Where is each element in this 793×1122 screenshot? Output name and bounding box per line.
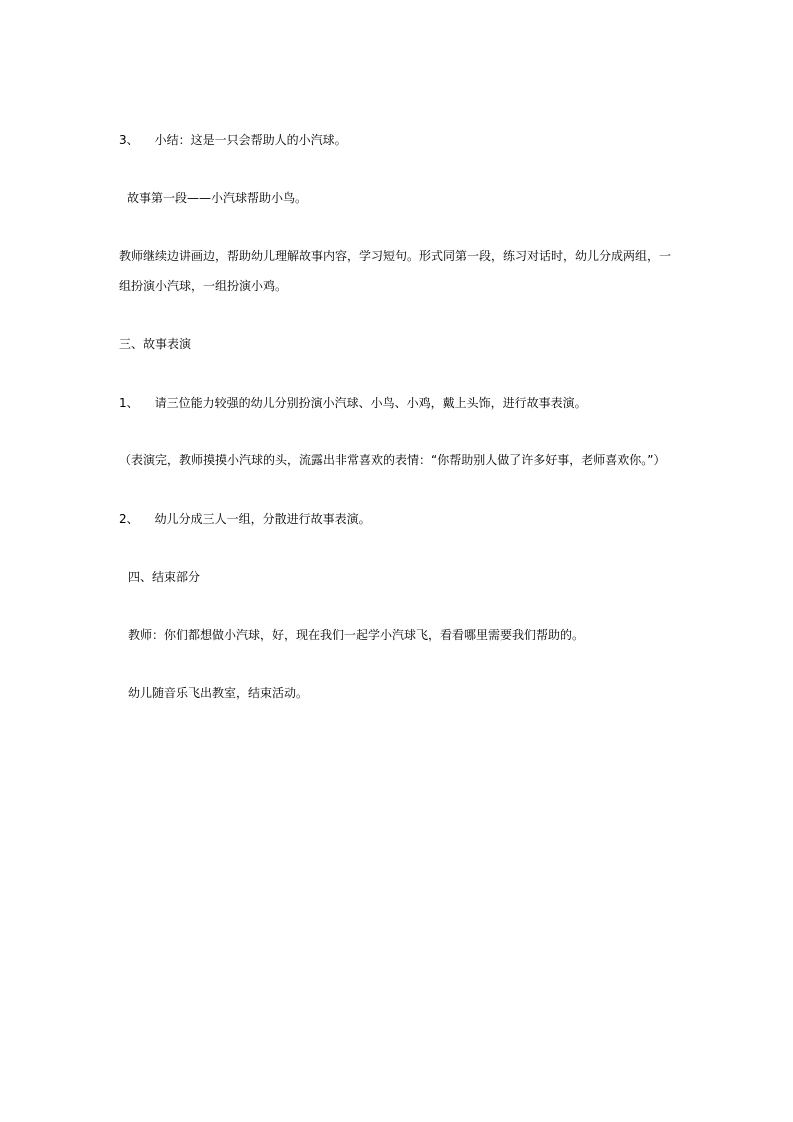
item-text: 请三位能力较强的幼儿分别扮演小汽球、小鸟、小鸡，戴上头饰，进行故事表演。: [154, 396, 587, 410]
item-number: 3、: [119, 133, 139, 147]
item-number: 1、: [119, 396, 139, 410]
paragraph-line: 教师继续边讲画边，帮助幼儿理解故事内容，学习短句。形式同第一段，练习对话时，幼儿分成两组，一: [119, 249, 672, 263]
paragraph-line: 幼儿随音乐飞出教室，结束活动。: [128, 686, 309, 700]
numbered-item-3: [119, 133, 347, 147]
paragraph-line: 教师：你们都想做小汽球，好，现在我们一起学小汽球飞，看看哪里需要我们帮助的。: [128, 628, 585, 642]
section-heading: 三、故事表演: [119, 337, 192, 351]
paragraph-line: 组扮演小汽球，一组扮演小鸡。: [119, 279, 288, 293]
numbered-item-1: [119, 396, 587, 410]
numbered-item-2: [119, 512, 371, 526]
item-number: 2、: [119, 512, 139, 526]
item-text: 小结：这是一只会帮助人的小汽球。: [154, 133, 347, 147]
paragraph-line: （表演完，教师摸摸小汽球的头，流露出非常喜欢的表情：“你帮助别人做了许多好事，老师喜欢你。”）: [119, 453, 666, 467]
section-heading: 四、结束部分: [128, 570, 201, 584]
item-text: 幼儿分成三人一组，分散进行故事表演。: [154, 512, 371, 526]
story-section-line: 故事第一段——小汽球帮助小鸟。: [127, 191, 308, 205]
